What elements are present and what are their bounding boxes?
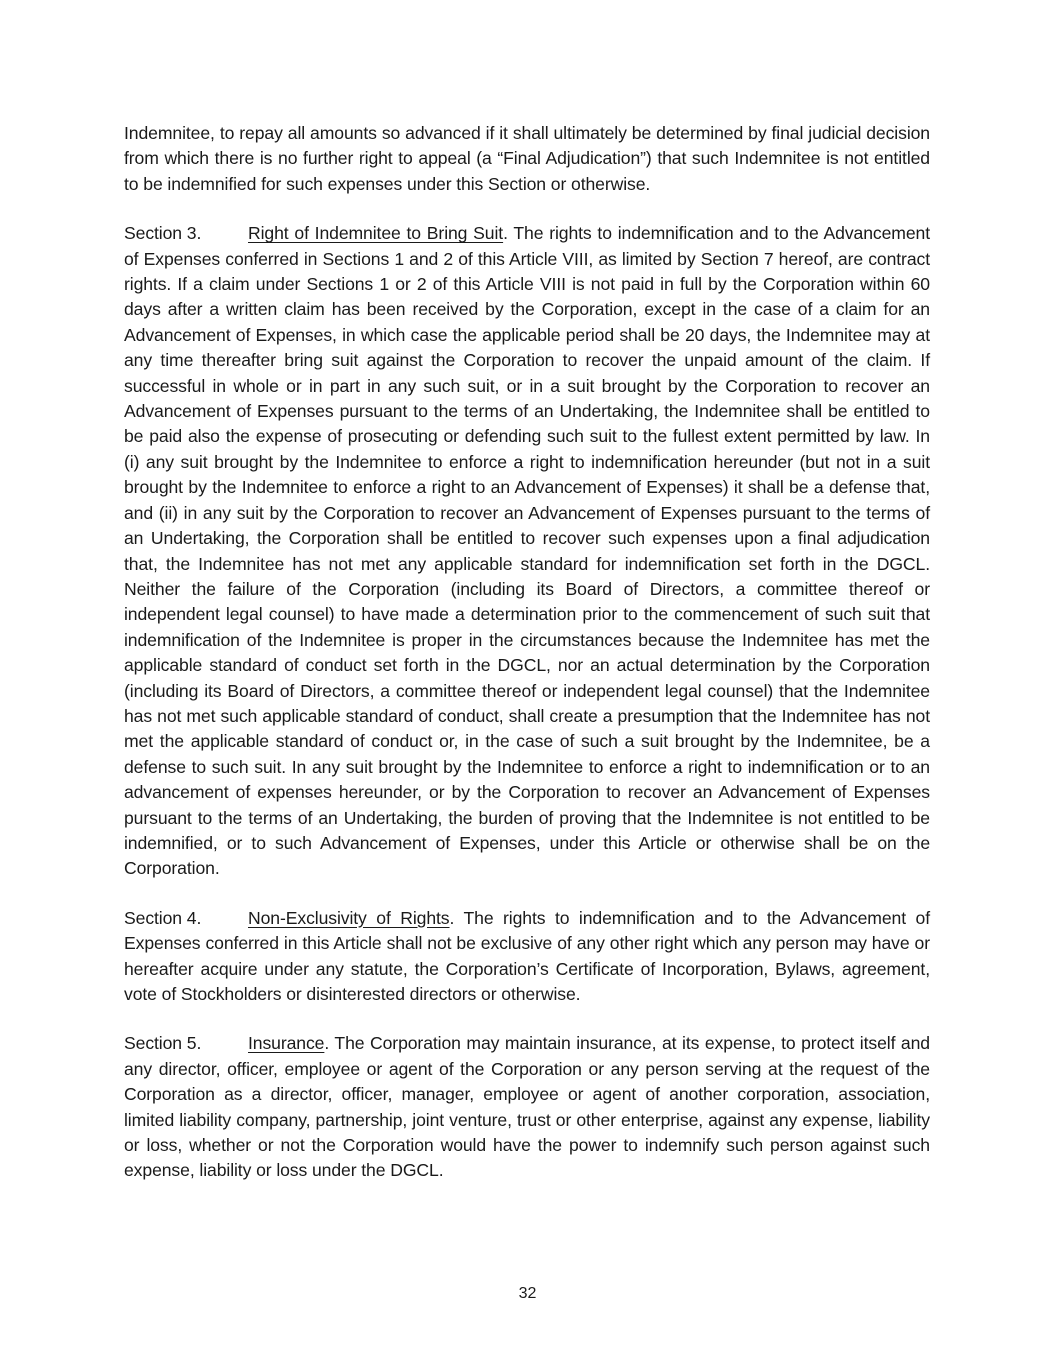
section-4-body: . The rights to indemnification and to the Advancement of Expenses conferred in this Article shall not be exclusive of any other right which any person may have or hereafter acquire under any statute, the Corporation’s Certificate of Incorporation, Bylaws, agreement, vote of Stockholders or disinterested directors or otherwise. <box>124 907 930 1004</box>
section-4-heading: Non-Exclusivity of Rights <box>248 907 450 928</box>
document-body <box>124 121 930 1208</box>
section-5-paragraph <box>124 1031 930 1183</box>
page-number: 32 <box>518 1285 537 1302</box>
section-3-label: Section 3. <box>124 223 202 244</box>
paragraph-intro-text: Indemnitee, to repay all amounts so advanced if it shall ultimately be determined by final judicial decision from which there is no further right to appeal (a “Final Adjudication”) that such Indemnitee is not entitled to be indemnified for such expenses under this Section or otherwise. <box>124 123 930 194</box>
section-4-label: Section 4. <box>124 907 202 928</box>
section-3-heading: Right of Indemnitee to Bring Suit <box>248 223 504 244</box>
section-3-body: . The rights to indemnification and to the Advancement of Expenses conferred in Sections 1 and 2 of this Article VIII, as limited by Section 7 hereof, are contract rights. If a claim under Sections 1 or 2 of this Article VIII is not paid in full by the Corporation within 60 days after a written claim has been received by the Corporation, except in the case of a claim for an Advancement of Expenses, in which case the applicable period shall be 20 days, the Indemnitee may at any time thereafter bring suit against the Corporation to recover the unpaid amount of the claim. If successful in whole or in part in any such suit, or in a suit brought by the Corporation to recover an Advancement of Expenses pursuant to the terms of an Undertaking, the Indemnitee shall be entitled to be paid also the expense of prosecuting or defending such suit to the fullest extent permitted by law. In (i) any suit brought by the Indemnitee to enforce a right to indemnification hereunder (but not in a suit brought by the Indemnitee to enforce a right to an Advancement of Expenses) it shall be a defense that, and (ii) in any suit by the Corporation to recover an Advancement of Expenses pursuant to the terms of an Undertaking, the Corporation shall be entitled to recover such expenses upon a final adjudication that, the Indemnitee has not met any applicable standard for indemnification set forth in the DGCL. Neither the failure of the Corporation (including its Board of Directors, a committee thereof or independent legal counsel) to have made a determination prior to the commencement of such suit that indemnification of the Indemnitee is proper in the circumstances because the Indemnitee has met the applicable standard of conduct set forth in the DGCL, nor an actual determination by the Corporation (including its Board of Directors, a committee thereof or independent legal counsel) that the Indemnitee has not met such applicable standard of conduct, shall create a presumption that the Indemnitee has not met the applicable standard of conduct or, in the case of such a suit brought by the Indemnitee, be a defense to such suit. In any suit brought by the Indemnitee to enforce a right to indemnification or to an advancement of expenses hereunder, or by the Corporation to recover an Advancement of Expenses pursuant to the terms of an Undertaking, the burden of proving that the Indemnitee is not entitled to be indemnified, or to such Advancement of Expenses, under this Article or otherwise shall be on the Corporation. <box>124 223 930 879</box>
section-5-label: Section 5. <box>124 1033 202 1054</box>
paragraph-intro <box>124 121 930 197</box>
section-5-body: . The Corporation may maintain insurance, at its expense, to protect itself and any director, officer, employee or agent of the Corporation or any person serving at the request of the Corporation as a director, officer, manager, employee or agent of another corporation, association, limited liability company, partnership, joint venture, trust or other enterprise, against any expense, liability or loss, whether or not the Corporation would have the power to indemnify such person against such expense, liability or loss under the DGCL. <box>124 1033 930 1181</box>
section-5-heading: Insurance <box>248 1033 325 1054</box>
section-3-paragraph <box>124 221 930 882</box>
section-4-paragraph <box>124 906 930 1008</box>
